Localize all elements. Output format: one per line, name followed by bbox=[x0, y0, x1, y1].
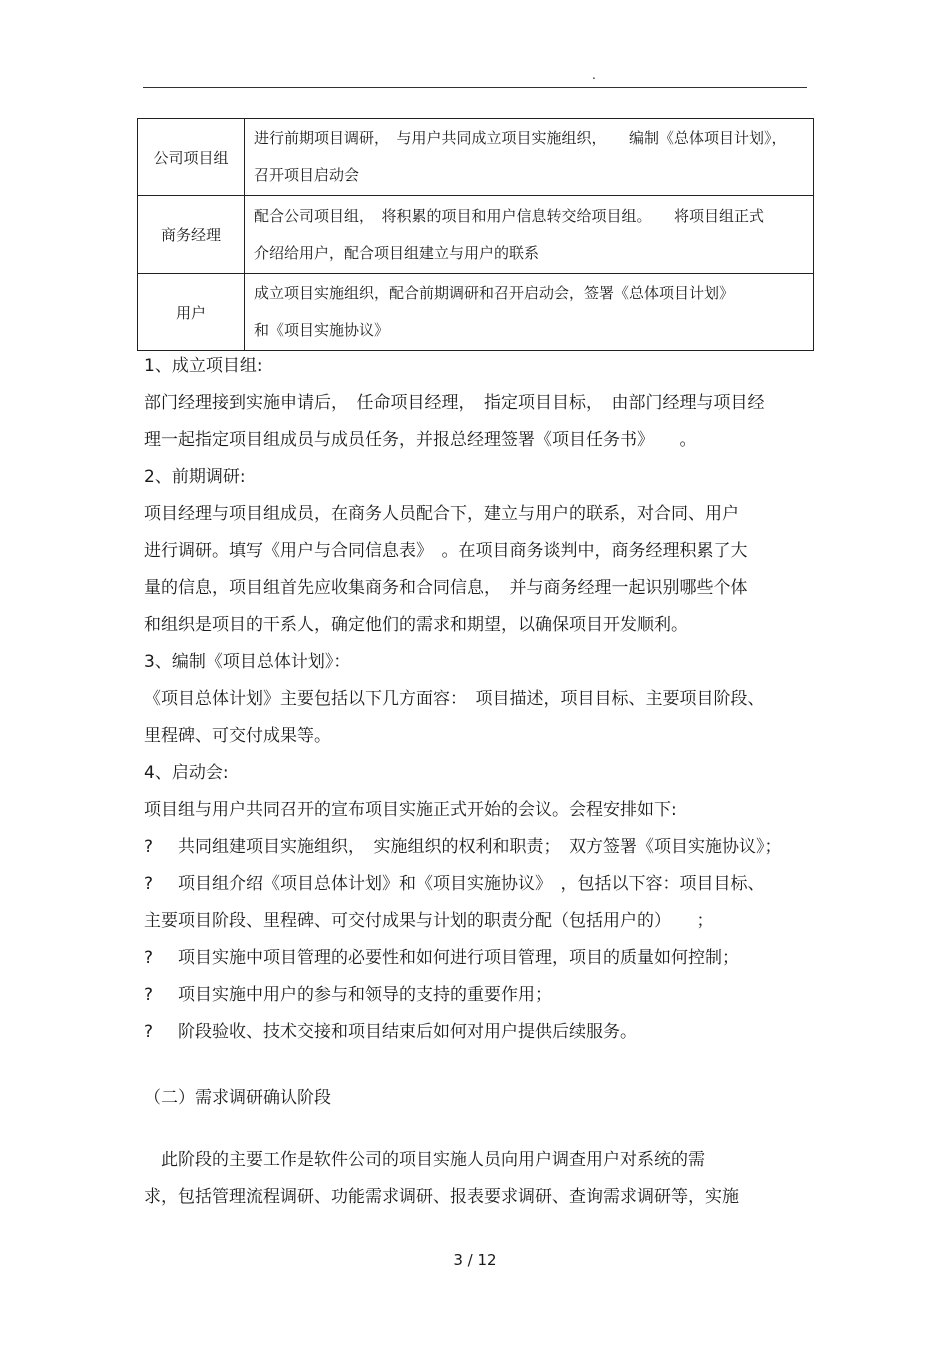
bullet-text: 主要项目阶段、里程碑、可交付成果与计划的职责分配（包括用户的） ； bbox=[144, 911, 714, 931]
table-row bbox=[138, 196, 814, 274]
roles-table bbox=[137, 118, 814, 351]
bullet-text: 项目组介绍《项目总体计划》和《项目实施协议》 ，包括以下容：项目目标、 bbox=[178, 874, 765, 894]
desc-line: 召开项目启动会 bbox=[254, 166, 360, 184]
body-line: 求，包括管理流程调研、功能需求调研、报表要求调研、查询需求调研等，实施 bbox=[144, 1187, 739, 1207]
list-item bbox=[144, 948, 739, 968]
list-item bbox=[144, 874, 765, 894]
heading-2: 2、前期调研: bbox=[144, 467, 246, 487]
bullet-mark: ? bbox=[144, 985, 154, 1005]
bullet-text: 项目实施中用户的参与和领导的支持的重要作用； bbox=[178, 985, 552, 1005]
body-line: 此阶段的主要工作是软件公司的项目实施人员向用户调查用户对系统的需 bbox=[144, 1150, 705, 1170]
header-rule bbox=[143, 87, 807, 88]
bullet-text: 项目实施中项目管理的必要性和如何进行项目管理，项目的质量如何控制； bbox=[178, 948, 739, 968]
section-heading: （二）需求调研确认阶段 bbox=[144, 1088, 331, 1108]
heading-1: 1、成立项目组: bbox=[144, 356, 263, 376]
body-line: 项目经理与项目组成员，在商务人员配合下，建立与用户的联系，对合同、用户 bbox=[144, 504, 739, 524]
body-line: 《项目总体计划》主要包括以下几方面容： 项目描述，项目目标、主要项目阶段、 bbox=[144, 689, 765, 709]
bullet-mark: ? bbox=[144, 874, 154, 894]
bullet-mark: ? bbox=[144, 1022, 154, 1042]
body-line: 和组织是项目的干系人，确定他们的需求和期望，以确保项目开发顺利。 bbox=[144, 615, 688, 635]
list-item bbox=[144, 1022, 637, 1042]
body-line: 项目组与用户共同召开的宣布项目实施正式开始的会议。会程安排如下: bbox=[144, 800, 677, 820]
role-cell: 商务经理 bbox=[138, 196, 245, 274]
body-line: 进行调研。填写《用户与合同信息表》 。在项目商务谈判中，商务经理积累了大 bbox=[144, 541, 748, 561]
desc-cell bbox=[245, 274, 814, 351]
desc-line: 和《项目实施协议》 bbox=[254, 321, 390, 339]
desc-line: 介绍给用户，配合项目组建立与用户的联系 bbox=[254, 243, 540, 262]
bullet-text: 共同组建项目实施组织， 实施组织的权利和职责； 双方签署《项目实施协议》； bbox=[178, 837, 782, 857]
heading-3: 3、编制《项目总体计划》： bbox=[144, 652, 351, 672]
body-line: 理一起指定项目组成员与成员任务，并报总经理签署《项目任务书》 。 bbox=[144, 430, 697, 450]
role-cell: 公司项目组 bbox=[138, 119, 245, 196]
body-line: 量的信息，项目组首先应收集商务和合同信息， 并与商务经理一起识别哪些个体 bbox=[144, 578, 748, 598]
role-cell: 用户 bbox=[138, 274, 245, 351]
body-line: 里程碑、可交付成果等。 bbox=[144, 726, 331, 746]
desc-cell bbox=[245, 196, 814, 274]
bullet-mark: ? bbox=[144, 837, 154, 857]
desc-line: 配合公司项目组， 将积累的项目和用户信息转交给项目组。 将项目组正式 bbox=[254, 206, 765, 225]
list-item bbox=[144, 985, 552, 1005]
body-line: 部门经理接到实施申请后， 任命项目经理， 指定项目目标， 由部门经理与项目经 bbox=[144, 393, 765, 413]
desc-line: 进行前期项目调研， 与用户共同成立项目实施组织， 编制《总体项目计划》， bbox=[254, 129, 787, 147]
page-number: 3 / 12 bbox=[453, 1251, 497, 1269]
bullet-text: 阶段验收、技术交接和项目结束后如何对用户提供后续服务。 bbox=[178, 1022, 637, 1042]
table-row bbox=[138, 119, 814, 196]
desc-line: 成立项目实施组织，配合前期调研和召开启动会，签署《总体项目计划》 bbox=[254, 284, 735, 302]
bullet-mark: ? bbox=[144, 948, 154, 968]
header-dot: . bbox=[592, 68, 596, 82]
table-row bbox=[138, 274, 814, 351]
heading-4: 4、启动会: bbox=[144, 763, 229, 783]
desc-cell bbox=[245, 119, 814, 196]
list-item-continuation bbox=[144, 911, 714, 931]
list-item bbox=[144, 837, 782, 857]
